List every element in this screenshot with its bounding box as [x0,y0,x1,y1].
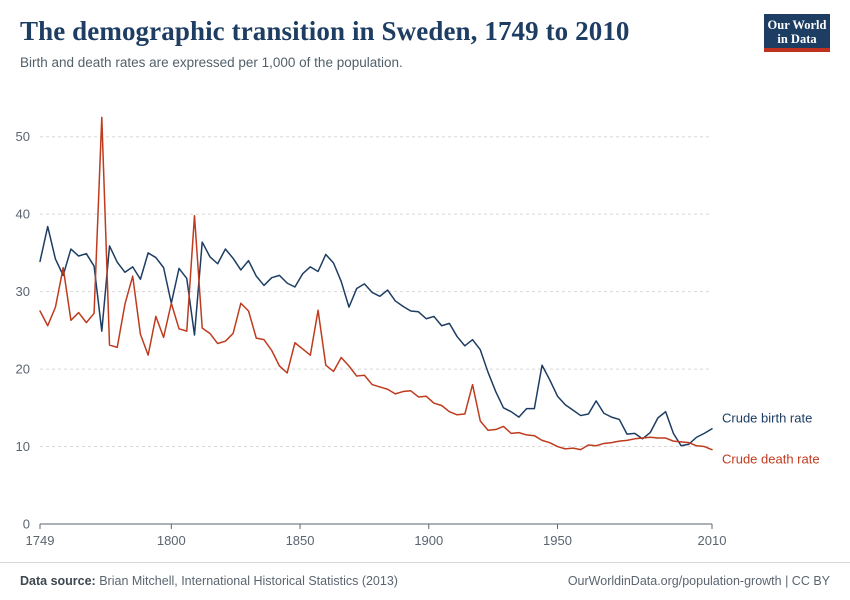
legend-label-death: Crude death rate [722,451,820,467]
y-tick-label: 30 [15,284,30,300]
page-title: The demographic transition in Sweden, 1749 to 2010 [20,16,630,46]
y-tick-label: 50 [15,129,30,145]
series-line-death [40,117,712,449]
x-tick-label: 1950 [543,533,572,548]
x-tick-label: 1850 [285,533,315,548]
data-source-label: Data source: [20,574,96,588]
logo-line-1: Our World [767,18,827,32]
x-tick-label: 1900 [414,533,444,548]
y-tick-label: 40 [15,206,30,222]
x-tick-label: 2010 [697,533,727,548]
x-tick-label: 1749 [25,533,55,548]
x-tick-label: 1800 [156,533,186,548]
chart-canvas [0,76,850,556]
owid-logo [764,14,830,52]
data-source-text: Brian Mitchell, International Historical Statistics (2013) [99,574,398,588]
y-tick-label: 20 [15,361,30,377]
chart-footer [0,562,850,600]
y-tick-label: 0 [22,516,30,532]
line-chart [0,76,850,556]
legend-label-birth: Crude birth rate [722,410,813,426]
data-source [20,574,398,588]
attribution-link[interactable]: OurWorldinData.org/population-growth | CC BY [567,574,830,588]
logo-line-2: in Data [777,32,817,46]
y-tick-label: 10 [15,439,30,455]
page-subtitle: Birth and death rates are expressed per 1,000 of the population. [20,55,403,71]
